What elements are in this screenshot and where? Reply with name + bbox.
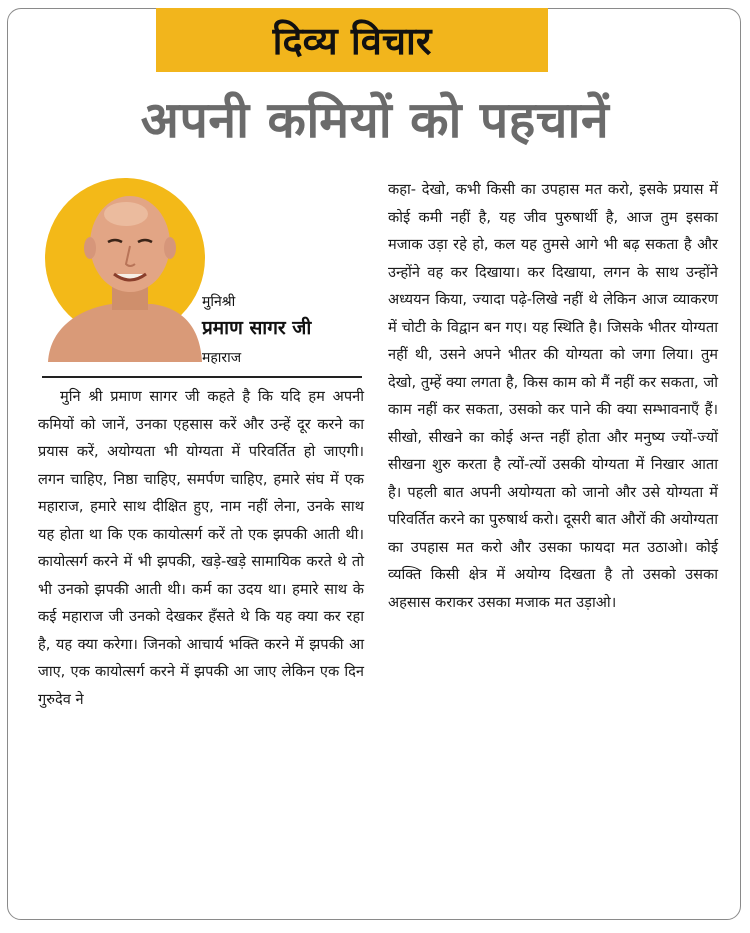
column-divider-rule	[42, 376, 362, 378]
article-body-right-column: कहा- देखो, कभी किसी का उपहास मत करो, इसके प्रयास में कोई कमी नहीं है, यह जीव पुरुषार्थी है, आज तुम इसका मजाक उड़ा रहे हो, कल यह तुमसे आगे भी बढ़ सकता है और उन्होंने वह कर दिखाया। कर दिखाया, लगन के साथ उन्होंने अध्ययन किया, ज्यादा पढ़े-लिखे नहीं थे लेकिन आज व्याकरण में चोटी के विद्वान बन गए। यह स्थिति है। जिसके भीतर योग्यता नहीं थी, उसने अपने भीतर की योग्यता को जगा लिया। तुम देखो, तुम्हें क्या लगता है, किस काम को मैं नहीं कर सकता, जो काम नहीं कर सकता, उसको कर पाने की क्या सम्भावनाएँ हैं। सीखो, सीखने का कोई अन्त नहीं होता और मनुष्य ज्यों-ज्यों सीखना शुरु करता है त्यों-त्यों उसकी योग्यता में निखार आता है। पहली बात अपनी अयोग्यता को जानो और उसे योग्यता में परिवर्तित करने का पुरुषार्थ करो। दूसरी बात औरों की अयोग्यता का उपहास मत करो और उसका फायदा मत उठाओ। कोई व्यक्ति किसी क्षेत्र में अयोग्य दिखता है तो उसको उसका अहसास कराकर उसका मजाक मत उड़ाओ।	[388, 181, 718, 611]
article-headline: अपनी कमियों को पहचानें	[140, 91, 610, 149]
column-label-banner	[156, 8, 548, 72]
article-body-left-column: मुनि श्री प्रमाण सागर जी कहते है कि यदि हम अपनी कमियों को जानें, उनका एहसास करें और उन्हें दूर करने का प्रयास करें, अयोग्यता भी योग्यता में परिवर्तित हो जाएगी। लगन चाहिए, निष्ठा चाहिए, समर्पण चाहिए, हमारे संघ में एक महाराज, हमारे साथ दीक्षित हुए, नाम नहीं लेना, उनके साथ यह होता था कि एक कायोत्सर्ग करें तो एक झपकी आती थी। कायोत्सर्ग करने में भी झपकी, खड़े-खड़े सामायिक करते थे तो भी उनको झपकी आती थी। कर्म का उदय था। हमारे साथ के कई महाराज जी उनको देखकर हँसते थे कि यह क्या कर रहा है, यह क्या करेगा। जिनको आचार्य भक्ति करने में झपकी आ जाए, एक कायोत्सर्ग करने में झपकी आ जाए लेकिन एक दिन गुरुदेव ने	[38, 388, 364, 708]
author-photo	[42, 176, 208, 362]
author-suffix: महाराज	[202, 350, 242, 366]
author-prefix: मुनिश्री	[202, 294, 236, 310]
author-name: प्रमाण सागर जी	[202, 317, 312, 339]
column-label: दिव्य विचार	[272, 19, 432, 63]
